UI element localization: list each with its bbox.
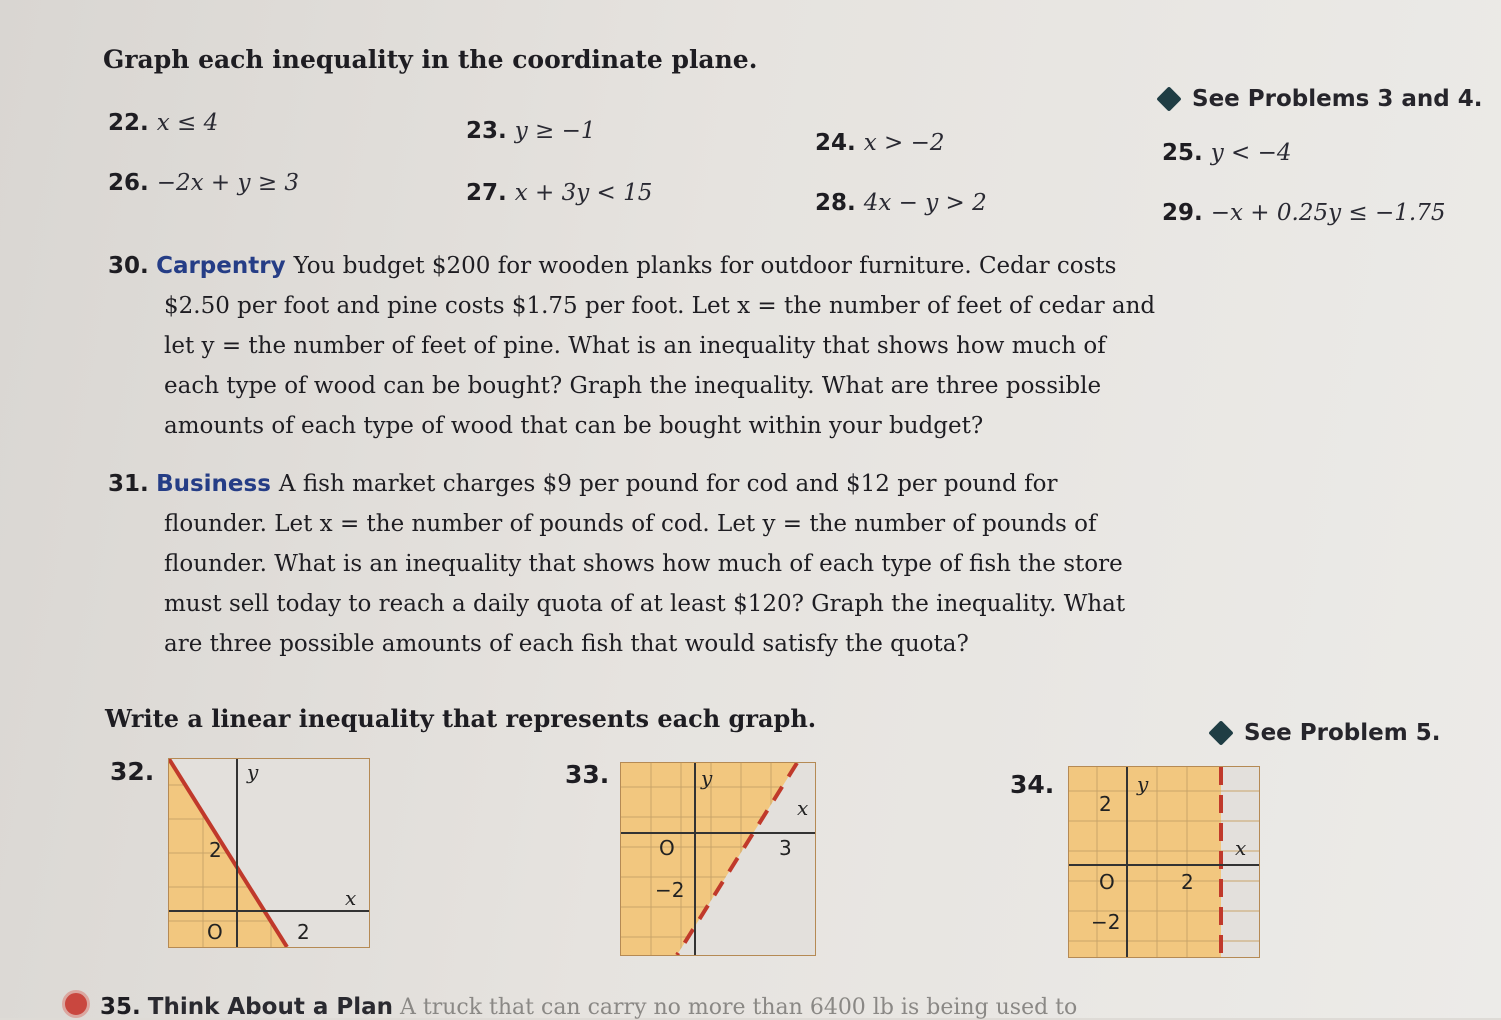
graph-number: 33. <box>565 760 610 789</box>
problem-line: flounder. Let x = the number of pounds of cod. Let y = the number of pounds of <box>164 511 1097 537</box>
exercise-number: 28. <box>815 190 856 216</box>
exercise-number: 23. <box>466 118 507 144</box>
graph-34-svg <box>1069 767 1259 957</box>
exercise-22 <box>108 110 218 136</box>
exercise-expression: x ≤ 4 <box>156 110 219 136</box>
y-axis-label: y <box>247 760 259 784</box>
tick-label-x: 2 <box>297 920 310 944</box>
exercise-expression: 4x − y > 2 <box>863 190 987 216</box>
exercise-23 <box>466 118 596 144</box>
graph-34 <box>1068 766 1260 958</box>
think-plan-icon <box>62 990 90 1018</box>
problem-line: flounder. What is an inequality that shows how much of each type of fish the store <box>164 551 1123 577</box>
tick-label-y-bottom: −2 <box>1091 910 1121 934</box>
problem-line: You budget $200 for wooden planks for outdoor furniture. Cedar costs <box>293 253 1117 279</box>
exercise-expression: y < −4 <box>1210 140 1292 166</box>
tick-label-y: 2 <box>209 838 222 862</box>
origin-label: O <box>1099 870 1115 894</box>
exercise-28 <box>815 190 987 216</box>
tick-label-x: 2 <box>1181 870 1194 894</box>
tick-label-y: −2 <box>655 878 685 902</box>
see-problem-text: See Problem 5. <box>1244 720 1441 746</box>
graph-number: 34. <box>1010 770 1055 799</box>
see-problem-reference[interactable] <box>1212 720 1440 746</box>
exercise-number: 29. <box>1162 200 1203 226</box>
exercise-25 <box>1162 140 1292 166</box>
exercise-number: 24. <box>815 130 856 156</box>
problem-35 <box>62 990 1077 1020</box>
unshaded-region <box>677 763 815 955</box>
exercise-number: 27. <box>466 180 507 206</box>
exercise-expression: x + 3y < 15 <box>514 180 653 206</box>
problem-number: 30. <box>108 253 149 279</box>
unshaded-region <box>1221 767 1259 957</box>
graph-32 <box>168 758 370 948</box>
problem-line: each type of wood can be bought? Graph the inequality. What are three possible <box>164 373 1102 399</box>
graph-33-svg <box>621 763 815 955</box>
problem-topic: Carpentry <box>156 253 286 279</box>
exercise-expression: y ≥ −1 <box>514 118 596 144</box>
problem-31 <box>108 464 1125 664</box>
problem-line: amounts of each type of wood that can be bought within your budget? <box>164 413 984 439</box>
see-problems-reference[interactable] <box>1160 86 1483 112</box>
section-heading: Graph each inequality in the coordinate plane. <box>103 45 758 74</box>
diamond-icon <box>1156 86 1181 111</box>
problem-line: are three possible amounts of each fish that would satisfy the quota? <box>164 631 969 657</box>
problem-topic: Business <box>156 471 271 497</box>
tick-label-y-top: 2 <box>1099 792 1112 816</box>
problem-number: 35. <box>100 994 141 1020</box>
exercise-expression: −2x + y ≥ 3 <box>156 170 300 196</box>
x-axis-label: x <box>345 886 357 910</box>
y-axis-label: y <box>701 766 713 790</box>
problem-line: A fish market charges $9 per pound for cod and $12 per pound for <box>278 471 1058 497</box>
graph-33 <box>620 762 816 956</box>
graph-32-svg <box>169 759 369 947</box>
exercise-expression: −x + 0.25y ≤ −1.75 <box>1210 200 1446 226</box>
x-axis-label: x <box>1235 836 1247 860</box>
exercise-27 <box>466 180 652 206</box>
exercise-expression: x > −2 <box>863 130 945 156</box>
graph-number: 32. <box>110 757 155 786</box>
diamond-icon <box>1208 720 1233 745</box>
problem-line: let y = the number of feet of pine. What is an inequality that shows how much of <box>164 333 1106 359</box>
origin-label: O <box>207 920 223 944</box>
exercise-number: 22. <box>108 110 149 136</box>
origin-label: O <box>659 836 675 860</box>
problem-30 <box>108 246 1155 446</box>
problem-text: A truck that can carry no more than 6400 lb is being used to <box>399 995 1078 1020</box>
exercise-26 <box>108 170 299 196</box>
x-axis-label: x <box>797 796 809 820</box>
exercise-29 <box>1162 200 1445 226</box>
problem-number: 31. <box>108 471 149 497</box>
problem-line: must sell today to reach a daily quota of at least $120? Graph the inequality. What <box>164 591 1126 617</box>
exercise-number: 26. <box>108 170 149 196</box>
problem-line: $2.50 per foot and pine costs $1.75 per foot. Let x = the number of feet of cedar and <box>164 293 1156 319</box>
exercise-24 <box>815 130 945 156</box>
y-axis-label: y <box>1137 772 1149 796</box>
problem-title: Think About a Plan <box>147 994 393 1020</box>
tick-label-x: 3 <box>779 836 792 860</box>
see-problems-text: See Problems 3 and 4. <box>1192 86 1483 112</box>
section-heading: Write a linear inequality that represents each graph. <box>105 704 817 733</box>
exercise-number: 25. <box>1162 140 1203 166</box>
